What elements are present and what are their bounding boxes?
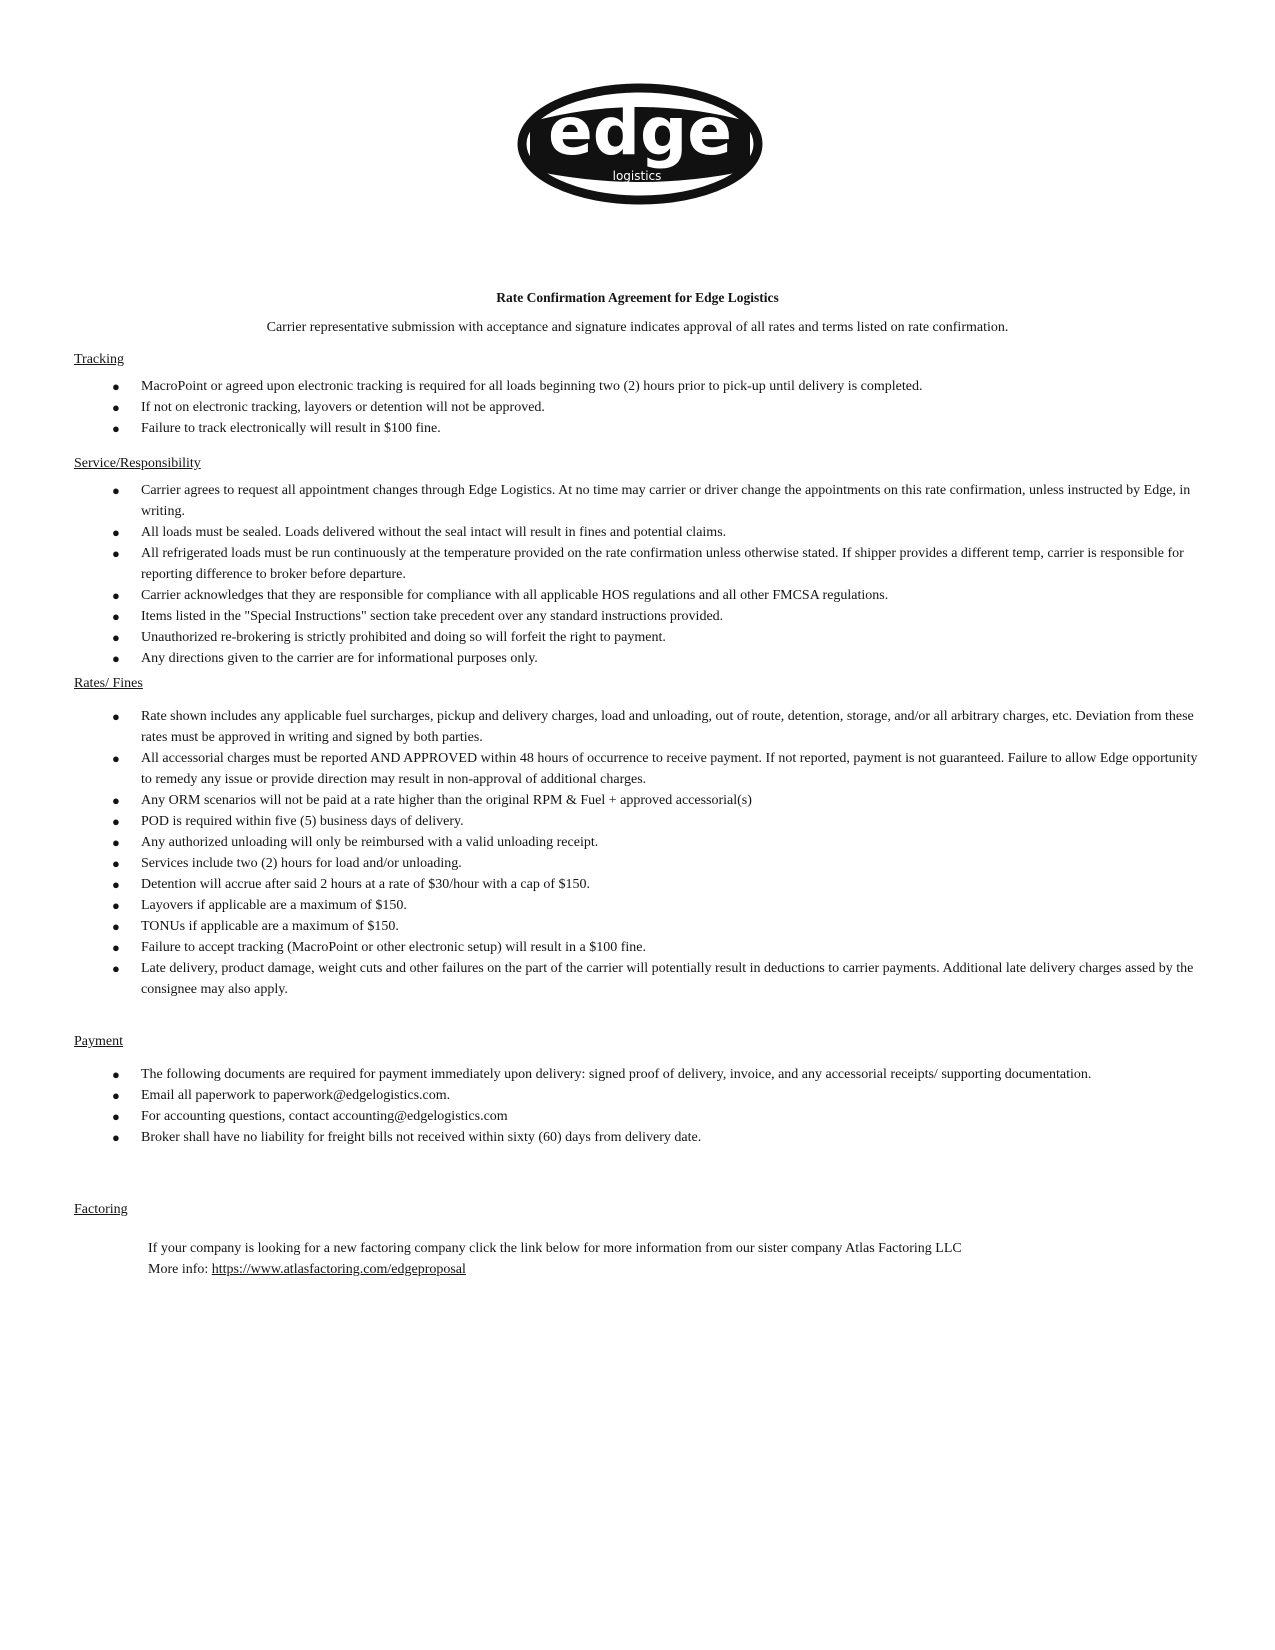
list-item: ● POD is required within five (5) business days of delivery. xyxy=(74,811,1204,832)
list-item: ● Layovers if applicable are a maximum of $150. xyxy=(74,895,1204,916)
bullet-icon: ● xyxy=(112,898,120,913)
section-payment xyxy=(74,1034,1204,1148)
bullet-icon: ● xyxy=(112,483,120,498)
bullet-icon: ● xyxy=(112,1088,120,1103)
bullet-icon: ● xyxy=(112,1067,120,1082)
list-item: ● Email all paperwork to paperwork@edgelogistics.com. xyxy=(74,1085,1204,1106)
list-item: ● Late delivery, product damage, weight cuts and other failures on the part of the carrier will potentially result in deductions to carrier payments. Additional late delivery charges assed by the consignee may also apply. xyxy=(74,958,1204,1000)
atlas-factoring-link[interactable]: https://www.atlasfactoring.com/edgeproposal xyxy=(211,1262,466,1277)
bullet-icon: ● xyxy=(112,588,120,603)
bullet-icon: ● xyxy=(112,1109,120,1124)
list-item: ● Services include two (2) hours for load and/or unloading. xyxy=(74,853,1204,874)
list-item: ● Detention will accrue after said 2 hours at a rate of $30/hour with a cap of $150. xyxy=(74,874,1204,895)
list-item: ● All refrigerated loads must be run continuously at the temperature provided on the rate confirmation unless otherwise stated. If shipper provides a different temp, carrier is responsible for reporting difference to broker before departure. xyxy=(74,543,1204,585)
bullet-icon: ● xyxy=(112,421,120,436)
bullet-icon: ● xyxy=(112,379,120,394)
factoring-description: If your company is looking for a new factoring company click the link below for more information from our sister company Atlas Factoring LLC xyxy=(148,1241,962,1256)
bullet-icon: ● xyxy=(112,814,120,829)
list-item: ● Any ORM scenarios will not be paid at a rate higher than the original RPM & Fuel + approved accessorial(s) xyxy=(74,790,1204,811)
bullet-icon: ● xyxy=(112,856,120,871)
list-item: ● If not on electronic tracking, layovers or detention will not be approved. xyxy=(74,397,1204,418)
list-item: ● For accounting questions, contact accounting@edgelogistics.com xyxy=(74,1106,1204,1127)
section-heading-payment: Payment xyxy=(74,1034,123,1049)
bullet-icon: ● xyxy=(112,400,120,415)
list-item: ● Failure to track electronically will result in $100 fine. xyxy=(74,418,1204,439)
list-item: ● All loads must be sealed. Loads delivered without the seal intact will result in fines and potential claims. xyxy=(74,522,1204,543)
bullet-icon: ● xyxy=(112,546,120,561)
bullet-icon: ● xyxy=(112,877,120,892)
bullet-icon: ● xyxy=(112,940,120,955)
page-title: Rate Confirmation Agreement for Edge Logistics xyxy=(496,290,779,305)
list-item: ● TONUs if applicable are a maximum of $150. xyxy=(74,916,1204,937)
bullet-icon: ● xyxy=(112,609,120,624)
section-heading-tracking: Tracking xyxy=(74,352,125,367)
list-item: ● The following documents are required for payment immediately upon delivery: signed proof of delivery, invoice, and any accessorial receipts/ supporting documentation. xyxy=(74,1064,1204,1085)
list-item: ● Carrier acknowledges that they are responsible for compliance with all applicable HOS regulations and all other FMCSA regulations. xyxy=(74,585,1204,606)
list-item: ● Items listed in the "Special Instructions" section take precedent over any standard instructions provided. xyxy=(74,606,1204,627)
list-item: ● Rate shown includes any applicable fuel surcharges, pickup and delivery charges, load and unloading, out of route, detention, storage, and/or all arbitrary charges, etc. Deviation from these rates must be approved in writing and signed by both parties. xyxy=(74,706,1204,748)
list-item: ● Unauthorized re-brokering is strictly prohibited and doing so will forfeit the right to payment. xyxy=(74,627,1204,648)
logo-brand-text: edge xyxy=(547,93,733,170)
bullet-icon: ● xyxy=(112,793,120,808)
list-item: ● Broker shall have no liability for freight bills not received within sixty (60) days from delivery date. xyxy=(74,1127,1204,1148)
bullet-icon: ● xyxy=(112,751,120,766)
list-item: ● Carrier agrees to request all appointment changes through Edge Logistics. At no time may carrier or driver change the appointments on this rate confirmation, unless instructed by Edge, in writing. xyxy=(74,480,1204,522)
bullet-icon: ● xyxy=(112,651,120,666)
page-subtitle: Carrier representative submission with acceptance and signature indicates approval of all rates and terms listed on rate confirmation. xyxy=(266,320,1009,335)
bullet-icon: ● xyxy=(112,835,120,850)
bullet-icon: ● xyxy=(112,1130,120,1145)
section-heading-rates: Rates/ Fines xyxy=(74,676,143,691)
bullet-icon: ● xyxy=(112,525,120,540)
factoring-more-info xyxy=(148,1259,1204,1280)
list-item: ● MacroPoint or agreed upon electronic tracking is required for all loads beginning two (2) hours prior to pick-up until delivery is completed. xyxy=(74,376,1204,397)
list-item: ● Failure to accept tracking (MacroPoint or other electronic setup) will result in a $100 fine. xyxy=(74,937,1204,958)
section-tracking xyxy=(74,352,1204,439)
bullet-icon: ● xyxy=(112,630,120,645)
list-item: ● Any authorized unloading will only be reimbursed with a valid unloading receipt. xyxy=(74,832,1204,853)
section-service xyxy=(74,456,1204,669)
section-heading-factoring: Factoring xyxy=(74,1202,128,1217)
bullet-icon: ● xyxy=(112,961,120,976)
bullet-icon: ● xyxy=(112,709,120,724)
list-item: ● All accessorial charges must be reported AND APPROVED within 48 hours of occurrence to receive payment. If not reported, payment is not guaranteed. Failure to allow Edge opportunity to remedy any issue or provide direction may result in non-approval of additional charges. xyxy=(74,748,1204,790)
edge-logistics-logo xyxy=(515,82,765,207)
more-info-label: More info: xyxy=(148,1262,212,1277)
section-heading-service: Service/Responsibility xyxy=(74,456,201,471)
section-rates xyxy=(74,676,1204,1000)
bullet-icon: ● xyxy=(112,919,120,934)
list-item: ● Any directions given to the carrier are for informational purposes only. xyxy=(74,648,1204,669)
section-factoring xyxy=(74,1202,1204,1280)
logo-tagline-text: logistics xyxy=(612,169,662,183)
